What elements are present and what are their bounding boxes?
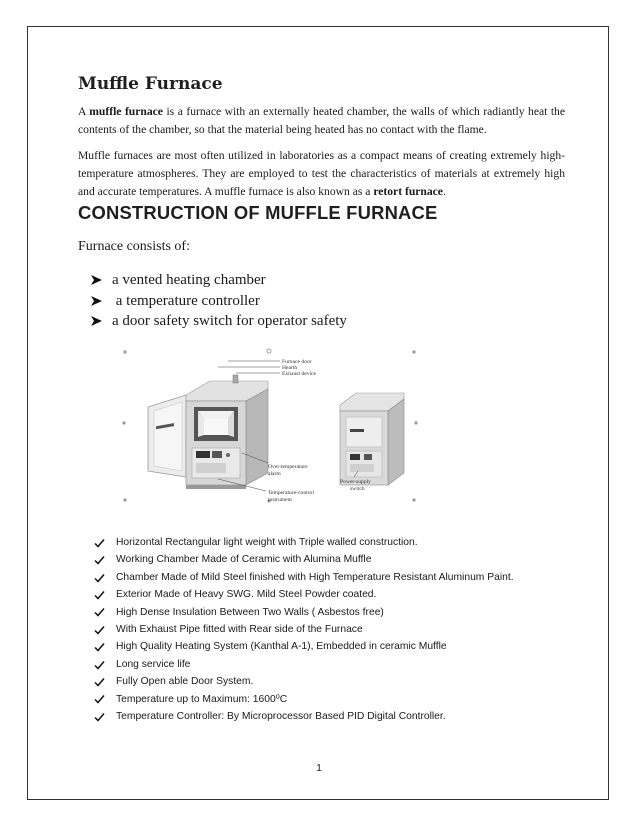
list-item [90,270,347,291]
list-item [94,551,514,568]
list-item-text: Exterior Made of Heavy SWG. Mild Steel Powder coated. [116,589,377,601]
checkmark-icon [94,538,108,548]
arrow-bullet-icon [90,274,106,286]
label-over-temp-2: alarm [268,471,281,477]
label-power-1: Power-supply [340,479,371,485]
list-item [94,691,514,708]
consists-label: Furnace consists of: [78,239,190,254]
page-number: 1 [316,762,322,774]
label-furnace-door: Furnace door [282,359,312,365]
checkmark-icon [94,712,108,722]
list-item-text: a vented heating chamber [112,272,266,288]
label-hearth: Hearth [282,365,298,371]
checkmark-icon [94,677,108,687]
component-list [90,270,347,332]
list-item [94,534,514,551]
checkmark-icon [94,573,108,583]
list-item-text: Horizontal Rectangular light weight with Triple walled construction. [116,537,418,548]
intro-paragraph-2: Muffle furnaces are most often utilized in laboratories as a compact means of creating extremely high-temperature atmospheres. They are employed to test the characteristics of materials at extremely high and accurate temperatures. A muffle furnace is also known as a retort furnace. [78,149,565,198]
furnace-diagram [118,345,430,511]
list-item [94,708,514,725]
list-item-text: Fully Open able Door System. [116,676,254,688]
arrow-bullet-icon [90,315,106,327]
checkmark-icon [94,590,108,600]
list-item [94,586,514,603]
checkmark-icon [94,607,108,617]
list-item-text: Temperature up to Maximum: 1600⁰C [116,693,288,705]
list-item-text: High Quality Heating System (Kanthal A-1), Embedded in ceramic Muffle [116,641,447,653]
checkmark-icon [94,555,108,565]
list-item-text: High Dense Insulation Between Two Walls ( Asbestos free) [116,606,384,618]
list-item [90,291,347,312]
list-item-text: Long service life [116,658,191,670]
features-list [94,534,514,725]
list-item [94,604,514,621]
construction-heading: CONSTRUCTION OF MUFFLE FURNACE [78,202,438,223]
label-temp-control-2: instrument [268,497,292,503]
label-exhaust: Exhaust device [282,371,317,377]
list-item-text: Working Chamber Made of Ceramic with Alumina Muffle [116,554,372,566]
list-item-text: a temperature controller [112,292,260,309]
intro-paragraph-1: A muffle furnace is a furnace with an externally heated chamber, the walls of which radiantly heat the contents of the chamber, so that the material being heated has no contact with the flame. [78,105,565,136]
label-power-2: switch [350,486,365,492]
list-item [94,673,514,690]
list-item-text: Temperature Controller: By Microprocessor Based PID Digital Controller. [116,711,446,723]
list-item-text: Chamber Made of Mild Steel finished with High Temperature Resistant Aluminum Paint. [116,571,514,583]
checkmark-icon [94,660,108,670]
open-door [148,395,186,477]
list-item-text: With Exhaust Pipe fitted with Rear side of the Furnace [116,624,363,636]
checkmark-icon [94,642,108,652]
list-item-text: a door safety switch for operator safety [112,313,347,329]
label-temp-control-1: Temperature-control [268,490,314,496]
list-item [94,656,514,673]
label-over-temp-1: Over-temperature [268,464,308,470]
list-item [94,638,514,655]
page-title: Muffle Furnace [78,74,223,94]
list-item [94,569,514,586]
arrow-bullet-icon [90,295,106,307]
checkmark-icon [94,694,108,704]
checkmark-icon [94,625,108,635]
list-item [94,621,514,638]
list-item [90,311,347,332]
